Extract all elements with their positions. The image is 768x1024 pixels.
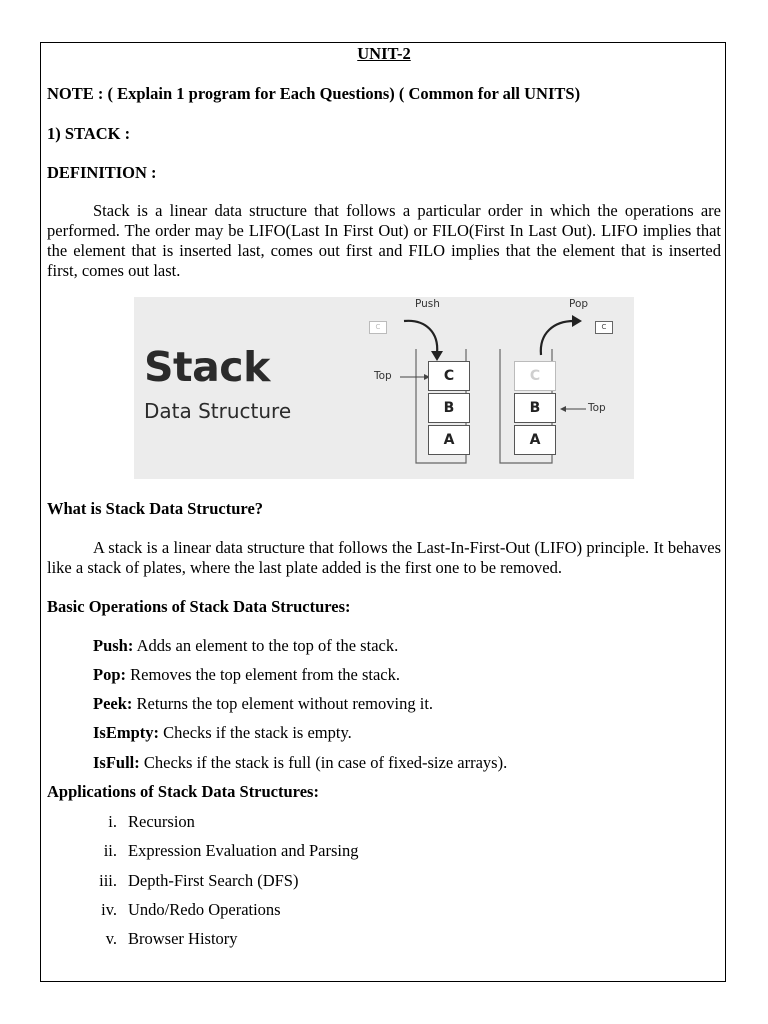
definition-paragraph xyxy=(47,201,721,281)
push-arrowhead-icon xyxy=(431,351,443,361)
application-item xyxy=(47,929,547,949)
operation-desc: Checks if the stack is empty. xyxy=(159,723,352,742)
left-stack-item: C xyxy=(428,361,470,391)
operations-heading: Basic Operations of Stack Data Structures: xyxy=(47,597,351,616)
list-text: Recursion xyxy=(128,812,195,831)
application-item xyxy=(47,900,547,920)
note-line: NOTE : ( Explain 1 program for Each Questions) ( Common for all UNITS) xyxy=(47,84,581,103)
list-number: i. xyxy=(108,812,117,831)
definition-heading: DEFINITION : xyxy=(47,163,157,182)
list-text: Expression Evaluation and Parsing xyxy=(128,841,359,860)
operation-desc: Checks if the stack is full (in case of fixed-size arrays). xyxy=(139,753,508,772)
pop-arrowhead-icon xyxy=(572,315,582,327)
operation-peek xyxy=(93,694,433,714)
right-stack-item-removed: C xyxy=(514,361,556,391)
operation-name: IsEmpty: xyxy=(93,723,160,742)
figure-title: Stack xyxy=(144,343,270,391)
unit-title: UNIT-2 xyxy=(357,44,411,63)
definition-text: Stack is a linear data structure that follows a particular order in which the operations are performed. The order may be LIFO(Last In First Out) or FILO(First In Last Out). LIFO implies that the element that is inserted last, comes out first and FILO implies that the element that is inserted first, comes out last. xyxy=(47,201,721,280)
list-number: v. xyxy=(105,929,117,948)
stack-figure xyxy=(134,297,634,479)
operation-desc: Adds an element to the top of the stack. xyxy=(133,636,399,655)
list-number: ii. xyxy=(103,841,117,860)
left-stack-item: A xyxy=(428,425,470,455)
top-pointer-right-arrowhead xyxy=(560,406,566,412)
pop-arrow-icon xyxy=(541,321,574,355)
right-stack-item: B xyxy=(514,393,556,423)
push-arrow-icon xyxy=(404,321,437,353)
operation-pop xyxy=(93,665,400,685)
left-stack-item: B xyxy=(428,393,470,423)
section-heading: 1) STACK : xyxy=(47,124,131,143)
what-is-paragraph xyxy=(47,538,721,578)
pop-label: Pop xyxy=(569,298,589,310)
operation-name: Pop: xyxy=(93,665,126,684)
operation-name: IsFull: xyxy=(93,753,140,772)
incoming-item: C xyxy=(369,321,387,334)
list-number: iv. xyxy=(101,900,117,919)
outgoing-item: C xyxy=(595,321,613,334)
figure-subtitle: Data Structure xyxy=(144,399,292,423)
top-label-right: Top xyxy=(588,402,606,414)
push-label: Push xyxy=(415,298,440,310)
list-text: Undo/Redo Operations xyxy=(128,900,281,919)
right-stack-item: A xyxy=(514,425,556,455)
applications-heading: Applications of Stack Data Structures: xyxy=(47,782,319,801)
list-number: iii. xyxy=(99,871,117,890)
operation-name: Push: xyxy=(93,636,134,655)
application-item xyxy=(47,871,547,891)
operation-desc: Returns the top element without removing it. xyxy=(132,694,434,713)
what-is-heading: What is Stack Data Structure? xyxy=(47,499,264,518)
operation-isfull xyxy=(93,753,507,773)
list-text: Depth-First Search (DFS) xyxy=(128,871,299,890)
operation-desc: Removes the top element from the stack. xyxy=(126,665,401,684)
list-text: Browser History xyxy=(128,929,238,948)
top-label-left: Top xyxy=(374,370,392,382)
operation-push xyxy=(93,636,398,656)
operation-name: Peek: xyxy=(93,694,133,713)
what-is-text: A stack is a linear data structure that follows the Last-In-First-Out (LIFO) principle. It behaves like a stack of plates, where the last plate added is the first one to be removed. xyxy=(47,538,721,577)
application-item xyxy=(47,841,547,861)
operation-isempty xyxy=(93,723,352,743)
application-item xyxy=(47,812,547,832)
